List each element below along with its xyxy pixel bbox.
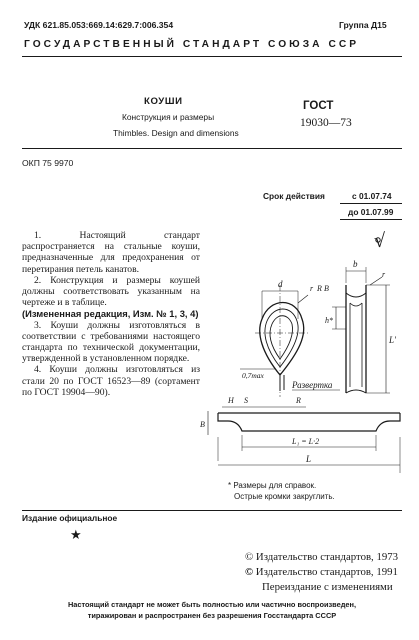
edition-star: ★ xyxy=(70,527,82,542)
okp-code: ОКП 75 9970 xyxy=(22,158,74,168)
document-title: КОУШИ xyxy=(144,96,183,107)
validity-from: с 01.07.74 xyxy=(352,191,392,201)
udk-code: УДК 621.85.053:669.14:629.7:006.354 xyxy=(24,20,174,30)
validity-label: Срок действия xyxy=(263,191,325,201)
paragraph-2: 2. Конструкция и размеры коушей должны соответствовать указанным на чертеже и в таблице. xyxy=(22,274,200,309)
body-text xyxy=(22,230,200,398)
edition-label: Издание официальное xyxy=(22,513,118,523)
header-rule xyxy=(22,56,402,57)
dim-B-label: B xyxy=(324,284,329,293)
paragraph-3: 3. Коуши должны изготовляться в соответствии с требованиями настоящего стандарта по технической документации, утвержденной в установленном порядке. xyxy=(22,319,200,365)
title-subtitle-ru: Конструкция и размеры xyxy=(122,112,215,122)
footer-line-2: тиражирован и распространен без разрешения Госстандарта СССР xyxy=(87,611,337,620)
title-subtitle-en: Thimbles. Design and dimensions xyxy=(113,128,239,138)
dim-b-label: b xyxy=(353,259,358,269)
note-round-edges: Острые кромки закруглить. xyxy=(234,492,335,501)
copyright-1991 xyxy=(245,566,398,578)
dim-d-label: d xyxy=(278,279,283,289)
validity-underline xyxy=(340,203,402,204)
dim-r1-label: r xyxy=(382,270,386,279)
dim-B-left-label: B xyxy=(200,420,205,429)
dim-r-label: r xyxy=(310,284,314,293)
thimble-drawing xyxy=(200,225,410,480)
surface-finish-mark: √ xyxy=(374,230,385,252)
side-view xyxy=(332,267,390,393)
dim-H-label: H xyxy=(228,396,234,405)
state-standard-banner: ГОСУДАРСТВЕННЫЙ СТАНДАРТ СОЮЗА ССР xyxy=(24,39,360,50)
gost-label: ГОСТ xyxy=(303,100,334,112)
dim-S-label: S xyxy=(244,396,248,405)
dim-L1-label: L₁ = L·2 xyxy=(292,437,320,446)
paragraph-1: 1. Настоящий стандарт распространяется на стальные коуши, предназначенные для предохранения от перетирания петель канатов. xyxy=(22,230,200,275)
title-rule xyxy=(22,148,402,149)
note-reference-dims: * Размеры для справок. xyxy=(228,481,317,490)
tolerance-label: 0,7max xyxy=(242,371,264,380)
reprint-note: Переиздание с изменениями xyxy=(262,581,393,593)
group-code: Группа Д15 xyxy=(339,20,387,30)
copyright-symbol-2: © xyxy=(245,566,254,578)
paragraph-4: 4. Коуши должны изготовляться из стали 20 по ГОСТ 16523—89 (сортамент по ГОСТ 19904—90). xyxy=(22,364,200,398)
dim-L-label: L xyxy=(306,454,312,464)
dim-R-label: R xyxy=(317,284,322,293)
validity-to: до 01.07.99 xyxy=(348,207,394,217)
unfold-label: Развертка xyxy=(292,380,333,390)
validity-underline-2 xyxy=(340,219,402,220)
dim-R-unfold-label: R xyxy=(296,396,301,405)
copyright-1991-text: Издательство стандартов, 1991 xyxy=(255,566,398,578)
dim-h-label: h* xyxy=(325,316,333,325)
copyright-1973-text: Издательство стандартов, 1973 xyxy=(255,551,399,563)
copyright-symbol: © xyxy=(245,551,254,563)
copyright-1973 xyxy=(245,551,398,563)
gost-number: 19030—73 xyxy=(300,117,352,129)
paragraph-2-edit-note: (Измененная редакция, Изм. № 1, 3, 4) xyxy=(22,308,199,320)
edition-rule xyxy=(22,510,402,511)
dim-Lprime-label: L' xyxy=(389,335,396,345)
footer-line-1: Настоящий стандарт не может быть полностью или частично воспроизведен, xyxy=(67,600,357,609)
